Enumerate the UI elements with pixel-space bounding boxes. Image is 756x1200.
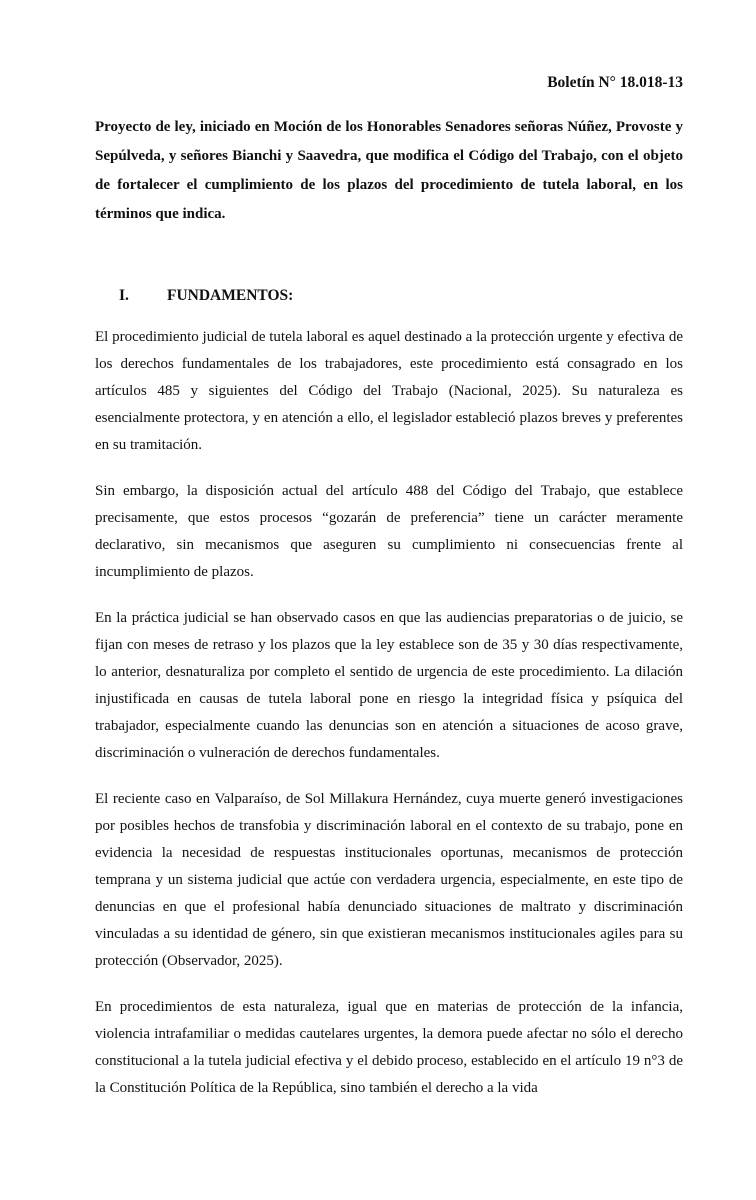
section-heading (119, 283, 293, 309)
paragraph: En la práctica judicial se han observado casos en que las audiencias preparatorias o de juicio, se fijan con meses de retraso y los plazos que la ley establece son de 35 y 30 días respectivamente, lo anterior, desnaturaliza por completo el sentido de urgencia de este procedimiento. La dilación injustificada en causas de tutela laboral pone en riesgo la integridad física y psíquica del trabajador, especialmente cuando las denuncias son en atención a situaciones de acoso grave, discriminación o vulneración de derechos fundamentales. (95, 610, 683, 761)
paragraph: Sin embargo, la disposición actual del artículo 488 del Código del Trabajo, que establece precisamente, que estos procesos “gozarán de preferencia” tiene un carácter meramente declarativo, sin mecanismos que aseguren su cumplimiento ni consecuencias frente al incumplimiento de plazos. (95, 483, 683, 580)
bill-title: Proyecto de ley, iniciado en Moción de los Honorables Senadores señoras Núñez, Provoste y Sepúlveda, y señores Bianchi y Saavedra, que modifica el Código del Trabajo, con el objeto de fortalecer el cumplimiento de los plazos del procedimiento de tutela laboral, en los términos que indica. (95, 119, 683, 222)
document-body (95, 324, 683, 1121)
paragraph: El procedimiento judicial de tutela laboral es aquel destinado a la protección urgente y efectiva de los derechos fundamentales de los trabajadores, este procedimiento está consagrado en los artículos 485 y siguientes del Código del Trabajo (Nacional, 2025). Su naturaleza es esencialmente protectora, y en atención a ello, el legislador estableció plazos breves y preferentes en su tramitación. (95, 329, 683, 453)
paragraph: El reciente caso en Valparaíso, de Sol Millakura Hernández, cuya muerte generó investigaciones por posibles hechos de transfobia y discriminación laboral en el contexto de su trabajo, pone en evidencia la necesidad de respuestas institucionales oportunas, mecanismos de protección temprana y un sistema judicial que actúe con verdadera urgencia, especialmente, en este tipo de denuncias en que el profesional había denunciado situaciones de maltrato y discriminación vinculadas a su identidad de género, sin que existieran mecanismos institucionales agiles para su protección (Observador, 2025). (95, 791, 683, 969)
section-title: FUNDAMENTOS: (167, 287, 294, 304)
boletin-number: Boletín N° 18.018-13 (547, 74, 683, 91)
paragraph: En procedimientos de esta naturaleza, igual que en materias de protección de la infancia, violencia intrafamiliar o medidas cautelares urgentes, la demora puede afectar no sólo el derecho constitucional a la tutela judicial efectiva y el debido proceso, establecido en el artículo 19 n°3 de la Constitución Política de la República, sino también el derecho a la vida (95, 999, 683, 1096)
section-number: I. (119, 287, 129, 304)
